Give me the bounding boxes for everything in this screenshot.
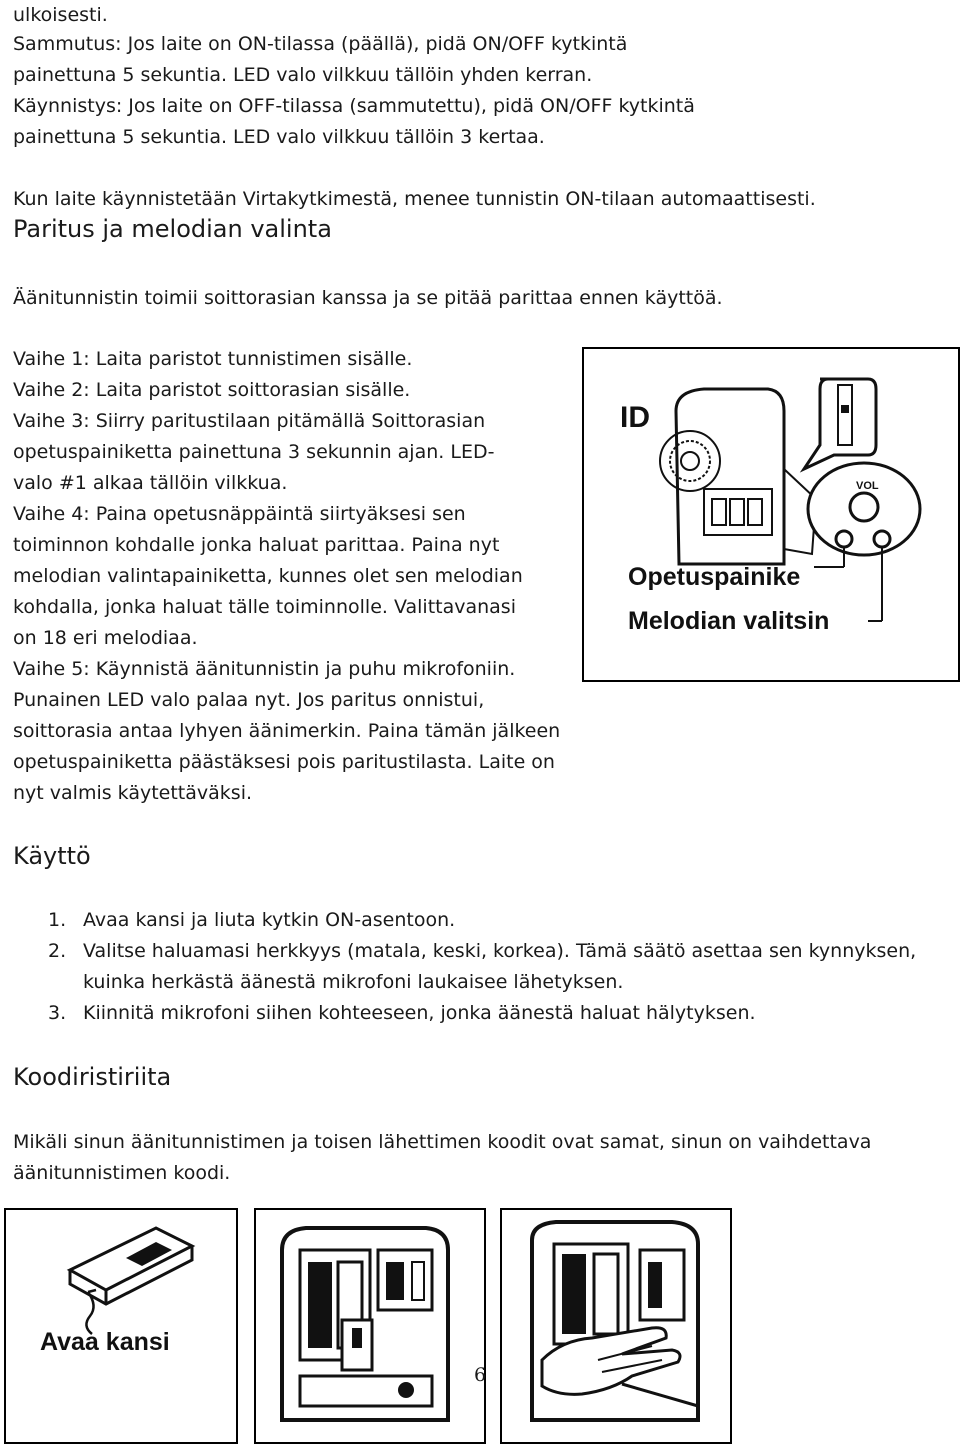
step-line: soittorasia antaa lyhyen äänimerkin. Paina tämän jälkeen xyxy=(13,720,561,742)
open-lid-figure xyxy=(4,1208,238,1444)
vol-label: VOL xyxy=(856,480,879,492)
open-lid-illustration xyxy=(6,1210,236,1442)
step-line: Vaihe 4: Paina opetusnäppäintä siirtyäksesi sen xyxy=(13,503,466,525)
open-lid-label: Avaa kansi xyxy=(40,1328,170,1356)
step-line: Vaihe 3: Siirry paritustilaan pitämällä Soittorasian xyxy=(13,410,486,432)
code-heading: Koodiristiriita xyxy=(13,1063,172,1091)
step-line: Punainen LED valo palaa nyt. Jos paritus onnistui, xyxy=(13,689,485,711)
usage-heading: Käyttö xyxy=(13,842,91,870)
melody-selector-label: Melodian valitsin xyxy=(628,607,830,635)
step-line: kohdalla, jonka haluat tälle toiminnolle. Valittavanasi xyxy=(13,596,516,618)
teach-button-label: Opetuspainike xyxy=(628,563,801,591)
usage-item-text: Valitse haluamasi herkkyys (matala, keski, korkea). Tämä säätö asettaa sen kynnyksen, xyxy=(83,940,917,962)
usage-item-text: kuinka herkästä äänestä mikrofoni laukaisee lähetyksen. xyxy=(83,971,624,993)
pairing-figure xyxy=(582,347,960,682)
step-line: valo #1 alkaa tällöin vilkkua. xyxy=(13,472,288,494)
code-line: Mikäli sinun äänitunnistimen ja toisen lähettimen koodit ovat samat, sinun on vaihdettava xyxy=(13,1131,872,1153)
page-number: 6 xyxy=(474,1364,487,1386)
usage-item-text: Kiinnitä mikrofoni siihen kohteeseen, jonka äänestä haluat hälytyksen. xyxy=(83,1002,756,1024)
device-open-figure xyxy=(254,1208,486,1444)
id-label: ID xyxy=(620,401,650,434)
step-line: melodian valintapainiketta, kunnes olet sen melodian xyxy=(13,565,523,587)
step-line: Vaihe 1: Laita paristot tunnistimen sisälle. xyxy=(13,348,413,370)
usage-item-number: 1. xyxy=(48,909,67,931)
auto-on-text: Kun laite käynnistetään Virtakytkimestä, menee tunnistin ON-tilaan automaattisesti. xyxy=(13,188,816,210)
code-line: äänitunnistimen koodi. xyxy=(13,1162,231,1184)
usage-item-number: 2. xyxy=(48,940,67,962)
pairing-intro: Äänitunnistin toimii soittorasian kanssa ja se pitää parittaa ennen käyttöä. xyxy=(13,287,723,309)
device-open-illustration xyxy=(256,1210,487,1442)
intro-line: painettuna 5 sekuntia. LED valo vilkkuu tällöin yhden kerran. xyxy=(13,64,593,86)
hand-switch-figure xyxy=(500,1208,732,1444)
usage-item-text: Avaa kansi ja liuta kytkin ON-asentoon. xyxy=(83,909,456,931)
intro-line: Sammutus: Jos laite on ON-tilassa (päällä), pidä ON/OFF kytkintä xyxy=(13,33,628,55)
hand-switch-illustration xyxy=(502,1210,730,1442)
device-illustration xyxy=(584,349,958,680)
step-line: Vaihe 5: Käynnistä äänitunnistin ja puhu mikrofoniin. xyxy=(13,658,516,680)
usage-item-number: 3. xyxy=(48,1002,67,1024)
step-line: Vaihe 2: Laita paristot soittorasian sisälle. xyxy=(13,379,411,401)
step-line: opetuspainiketta päästäksesi pois paritustilasta. Laite on xyxy=(13,751,555,773)
pairing-heading: Paritus ja melodian valinta xyxy=(13,215,332,243)
step-line: toiminnon kohdalle jonka haluat parittaa. Paina nyt xyxy=(13,534,500,556)
intro-line: Käynnistys: Jos laite on OFF-tilassa (sammutettu), pidä ON/OFF kytkintä xyxy=(13,95,695,117)
step-line: opetuspainiketta painettuna 3 sekunnin ajan. LED- xyxy=(13,441,495,463)
step-line: nyt valmis käytettäväksi. xyxy=(13,782,253,804)
intro-line: ulkoisesti. xyxy=(13,4,108,26)
step-line: on 18 eri melodiaa. xyxy=(13,627,198,649)
intro-line: painettuna 5 sekuntia. LED valo vilkkuu tällöin 3 kertaa. xyxy=(13,126,545,148)
